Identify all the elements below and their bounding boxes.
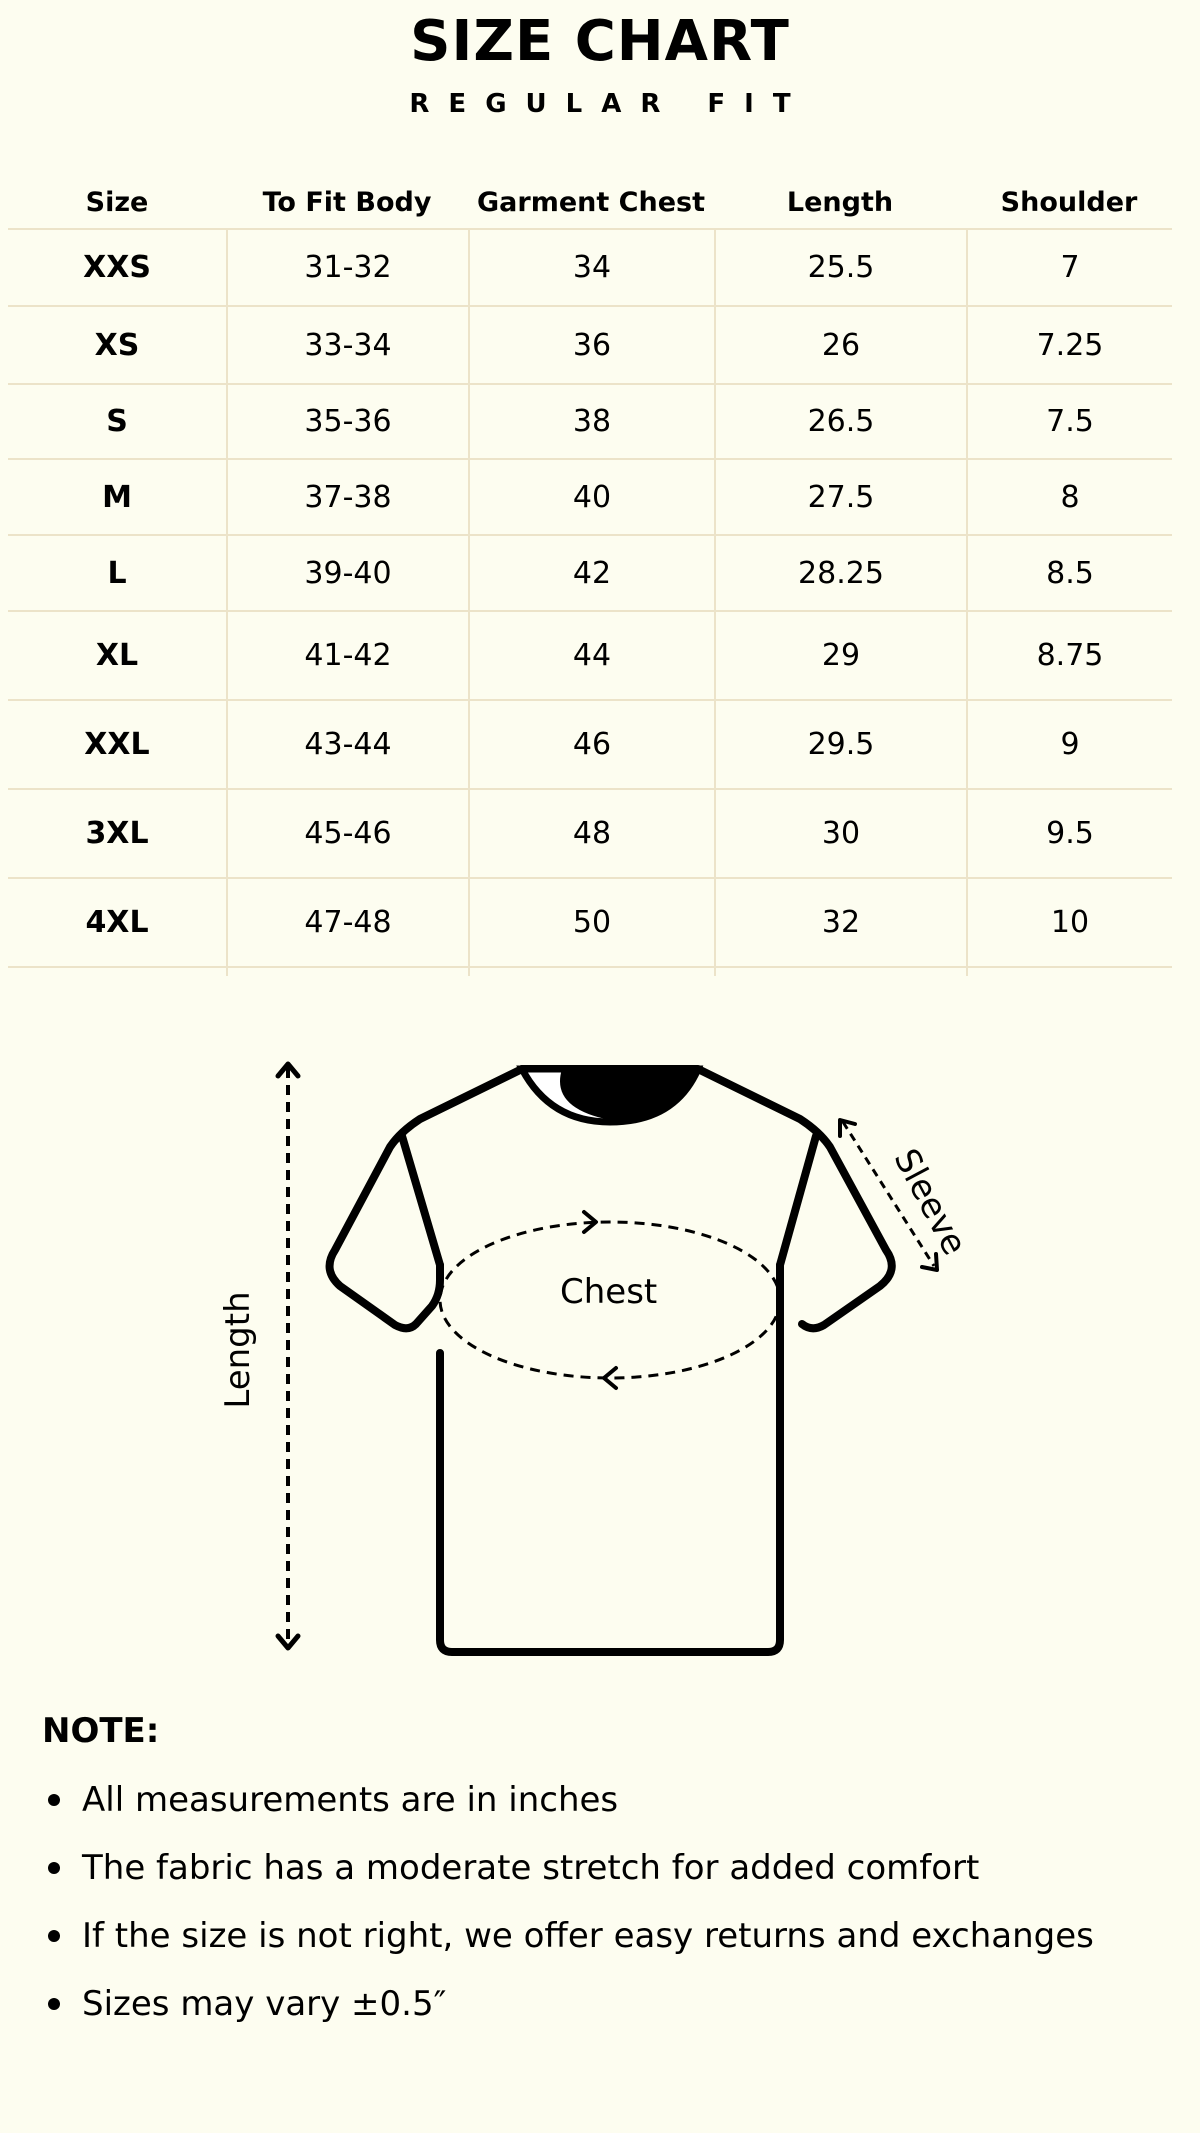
size-cell: L (107, 555, 127, 591)
table-grid-stub (8, 968, 1172, 976)
size-cell: 3XL (85, 816, 149, 851)
table-row (8, 879, 1172, 968)
shoulder-cell: 8 (966, 460, 1172, 534)
length-label: Length (218, 1291, 258, 1409)
page-title: SIZE CHART (410, 9, 790, 74)
size-table (8, 170, 1172, 976)
garment-chest-cell: 34 (468, 230, 714, 305)
length-cell: 29.5 (714, 701, 966, 788)
notes-list (42, 1766, 1182, 2038)
shoulder-cell: 9 (966, 701, 1172, 788)
bullet-icon (48, 1794, 60, 1806)
size-cell: XL (95, 638, 139, 673)
sleeve-label: Sleeve (885, 1142, 975, 1262)
to-fit-body-cell: 41-42 (226, 612, 468, 699)
column-header-garment-chest: Garment Chest (477, 187, 705, 218)
list-item (42, 1834, 1182, 1902)
garment-chest-cell: 48 (468, 790, 714, 877)
column-header-length: Length (786, 187, 894, 218)
length-cell: 29 (714, 612, 966, 699)
notes-title: NOTE: (42, 1711, 160, 1751)
size-cell: XS (94, 327, 140, 363)
size-cell: S (106, 404, 128, 439)
column-header-size: Size (85, 187, 149, 218)
table-row (8, 612, 1172, 701)
to-fit-body-cell: 35-36 (226, 385, 468, 458)
garment-chest-cell: 36 (468, 307, 714, 383)
size-cell: XXS (83, 250, 151, 285)
to-fit-body-cell: 31-32 (226, 230, 468, 305)
garment-chest-cell: 42 (468, 536, 714, 610)
to-fit-body-cell: 39-40 (226, 536, 468, 610)
garment-chest-cell: 38 (468, 385, 714, 458)
shoulder-cell: 8.5 (966, 536, 1172, 610)
list-item (42, 1902, 1182, 1970)
length-cell: 25.5 (714, 230, 966, 305)
table-header-row (8, 170, 1172, 230)
length-cell: 27.5 (714, 460, 966, 534)
shoulder-cell: 7.5 (966, 385, 1172, 458)
garment-chest-cell: 50 (468, 879, 714, 966)
bullet-icon (48, 1930, 60, 1942)
length-cell: 30 (714, 790, 966, 877)
size-cell: XXL (84, 727, 150, 762)
note-text: The fabric has a moderate stretch for added comfort (82, 1848, 980, 1888)
column-header-shoulder: Shoulder (1000, 187, 1138, 218)
table-row (8, 385, 1172, 460)
bullet-icon (48, 1862, 60, 1874)
to-fit-body-cell: 47-48 (226, 879, 468, 966)
list-item (42, 1766, 1182, 1834)
table-row (8, 460, 1172, 536)
note-text: All measurements are in inches (82, 1780, 619, 1820)
tshirt-measurement-diagram (218, 1040, 975, 1660)
length-cell: 28.25 (714, 536, 966, 610)
table-row (8, 230, 1172, 307)
length-cell: 26 (714, 307, 966, 383)
garment-chest-cell: 46 (468, 701, 714, 788)
table-row (8, 536, 1172, 612)
to-fit-body-cell: 37-38 (226, 460, 468, 534)
to-fit-body-cell: 45-46 (226, 790, 468, 877)
table-row (8, 307, 1172, 385)
to-fit-body-cell: 43-44 (226, 701, 468, 788)
shoulder-cell: 10 (966, 879, 1172, 966)
table-row (8, 790, 1172, 879)
shoulder-cell: 7.25 (966, 307, 1172, 383)
table-row (8, 701, 1172, 790)
to-fit-body-cell: 33-34 (226, 307, 468, 383)
shoulder-cell: 7 (966, 230, 1172, 305)
page-subtitle: REGULAR FIT (409, 89, 810, 119)
garment-chest-cell: 44 (468, 612, 714, 699)
note-text: If the size is not right, we offer easy returns and exchanges (82, 1916, 1094, 1956)
size-cell: M (102, 479, 132, 515)
length-arrow (278, 1064, 298, 1648)
size-cell: 4XL (85, 905, 149, 940)
notes-section (42, 1706, 1182, 2038)
column-header-to-fit-body: To Fit Body (262, 187, 432, 218)
length-cell: 32 (714, 879, 966, 966)
tshirt-measurement-icon (220, 1040, 960, 1660)
garment-chest-cell: 40 (468, 460, 714, 534)
note-text: Sizes may vary ±0.5″ (82, 1984, 447, 2024)
list-item (42, 1970, 1182, 2038)
length-cell: 26.5 (714, 385, 966, 458)
chest-label: Chest (560, 1272, 658, 1312)
tshirt-outline (330, 1069, 892, 1652)
shoulder-cell: 9.5 (966, 790, 1172, 877)
bullet-icon (48, 1998, 60, 2010)
shoulder-cell: 8.75 (966, 612, 1172, 699)
